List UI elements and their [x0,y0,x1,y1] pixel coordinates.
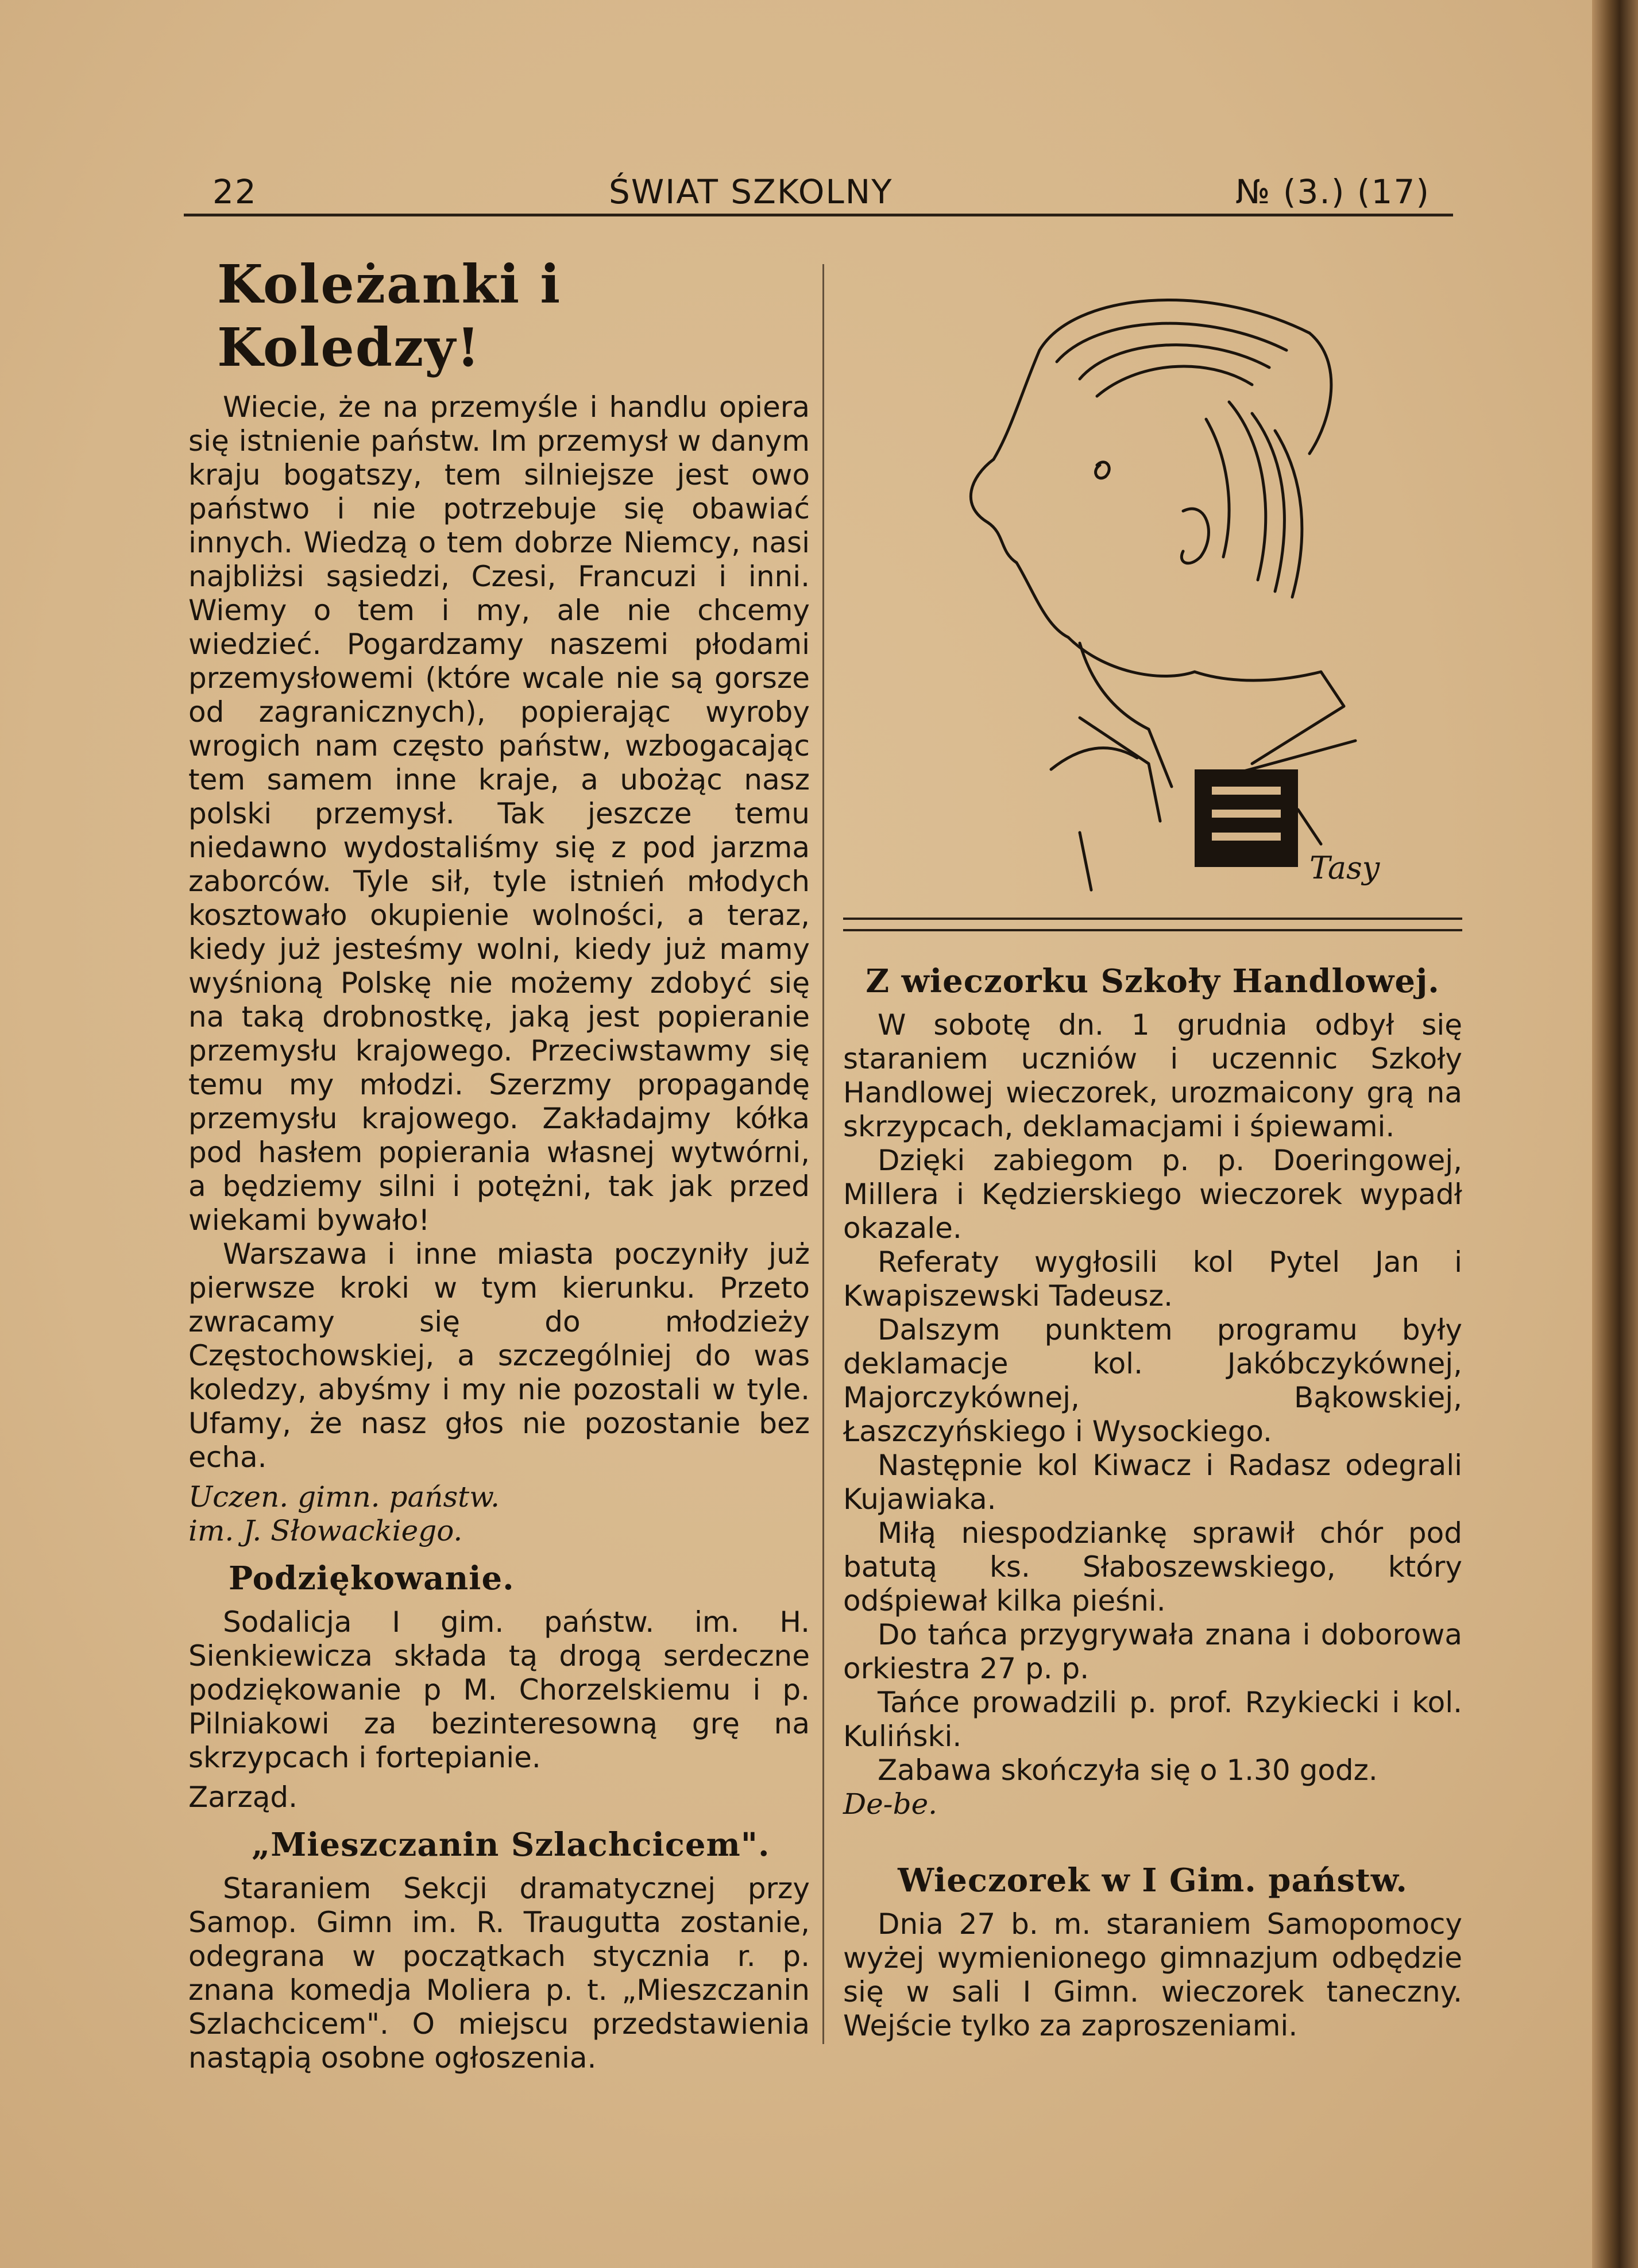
article-paragraph: Warszawa i inne miasta poczyniły już pierwsze kroki w tym kierunku. Przeto zwracamy się do młodzieży Częstochowskiej, a szczególniej do was koledzy, abyśmy i my nie pozostali w tyle. Ufamy, że nasz głos nie pozostanie bez echa. [188,1237,810,1474]
article-paragraph: Dzięki zabiegom p. p. Doeringowej, Millera i Kędzierskiego wieczorek wypadł okazale. [843,1144,1462,1245]
article-paragraph: Zabawa skończyła się o 1.30 godz. [878,1754,1378,1787]
page-header [184,168,1453,216]
article-signature: im. J. Słowackiego. [188,1514,463,1547]
article-paragraph: Do tańca przygrywała znana i doborowa orkiestra 27 p. p. [843,1618,1462,1685]
portrait-caricature-illustration [907,270,1413,924]
article-title-wieczorek-handlowej: Z wieczorku Szkoły Handlowej. [866,962,1440,1000]
article-paragraph: Następnie kol Kiwacz i Radasz odegrali Kujawiaka. [843,1449,1462,1516]
article-paragraph: Tańce prowadzili p. prof. Rzykiecki i kol. Kuliński. [843,1686,1462,1753]
article-paragraph: Sodalicja I gim. państw. im. H. Sienkiewicza składa tą drogą serdeczne podziękowanie p M. Chorzelskiemu i p. Pilniakowi za bezinteresowną grę na skrzypcach i fortepianie. [188,1605,810,1774]
article-title-kolezanki: Koleżanki i Koledzy! [217,253,562,378]
article-paragraph: Miłą niespodziankę sprawił chór pod batutą ks. Słaboszewskiego, który odśpiewał kilka pieśni. [843,1516,1462,1617]
column-divider [822,264,824,2044]
page-number: 22 [213,172,257,211]
left-column [188,253,810,2075]
article-title-mieszczanin: „Mieszczanin Szlachcicem". [252,1826,770,1864]
binding-gutter [1592,0,1638,2268]
article-paragraph: Staraniem Sekcji dramatycznej przy Samop. Gimn im. R. Traugutta zostanie, odegrana w początkach stycznia r. p. znana komedja Moliera p. t. „Mieszczanin Szlachcicem". O miejscu przedstawienia nastąpią osobne ogłoszenia. [188,1872,810,2075]
section-divider [843,918,1462,931]
article-paragraph: Dnia 27 b. m. staraniem Samopomocy wyżej wymienionego gimnazjum odbędzie się w sali I Gimn. wieczorek taneczny. Wejście tylko za zaproszeniami. [843,1907,1462,2042]
journal-title: ŚWIAT SZKOLNY [609,172,893,211]
article-signature: Zarząd. [188,1781,298,1814]
article-title-podziekowanie: Podziękowanie. [229,1559,515,1597]
issue-number: № (3.) (17) [1235,172,1430,211]
article-paragraph: Referaty wygłosili kol Pytel Jan i Kwapiszewski Tadeusz. [843,1245,1462,1313]
article-title-wieczorek-gim: Wieczorek w I Gim. państw. [898,1861,1408,1899]
article-paragraph: Dalszym punktem programu były deklamacje kol. Jakóbczykównej, Majorczykównej, Bąkowskiej, Łaszczyńskiego i Wysockiego. [843,1313,1462,1448]
article-paragraph: W sobotę dn. 1 grudnia odbył się staraniem uczniów i uczennic Szkoły Handlowej wieczorek, urozmaicony grą na skrzypcach, deklamacjami i śpiewami. [843,1008,1462,1143]
article-signature: De-be. [843,1787,938,1821]
article-paragraph: Wiecie, że na przemyśle i handlu opiera się istnienie państw. Im przemysł w danym kraju bogatszy, tem silniejsze jest owo państwo i nie potrzebuje się obawiać innych. Wiedzą o tem dobrze Niemcy, nasi najbliżsi sąsiedzi, Czesi, Francuzi i inni. Wiemy o tem i my, ale nie chcemy wiedzieć. Pogardzamy naszemi płodami przemysłowemi (które wcale nie są gorsze od zagranicznych), popierając wyroby wrogich nam często państw, wzbogacając tem samem inne kraje, a ubożąc nasz polski przemysł. Tak jeszcze temu niedawno wydostaliśmy się z pod jarzma zaborców. Tyle sił, tyle istnień młodych kosztowało okupienie wolności, a teraz, kiedy już jesteśmy wolni, kiedy już mamy wyśnioną Polskę nie możemy zdobyć się na taką drobnostkę, jaką jest popieranie przemysłu krajowego. Przeciwstawmy się temu my młodzi. Szerzmy propagandę przemysłu krajowego. Zakładajmy kółka pod hasłem popierania własnej wytwórni, a będziemy silni i potężni, tak jak przed wiekami bywało! [188,390,810,1237]
artist-signature: Tasy [1309,850,1380,886]
right-column [843,942,1462,2043]
article-signature: Uczen. gimn. państw. [188,1480,500,1514]
